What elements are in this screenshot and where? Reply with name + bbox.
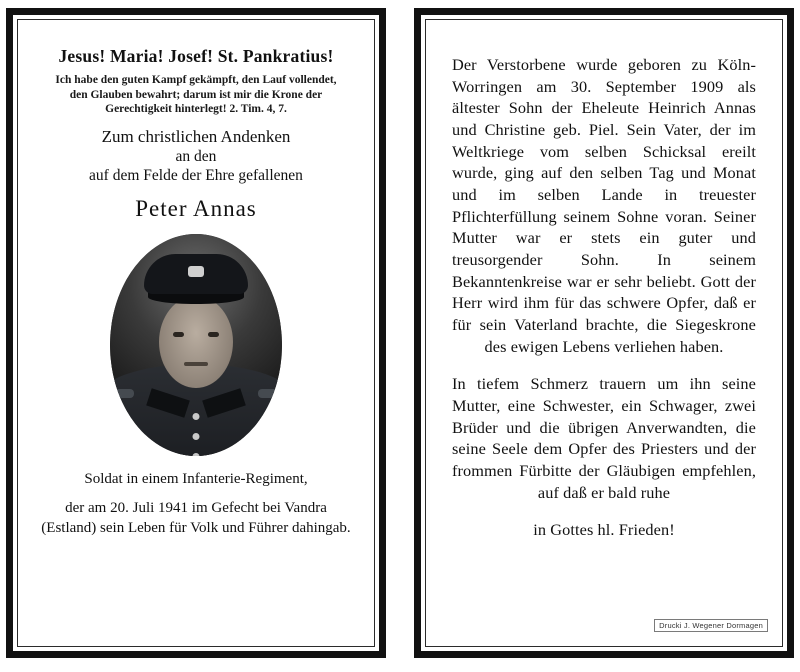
- service-line-1: Soldat in einem Infanterie-Regiment,: [84, 470, 308, 487]
- right-card-content: [425, 19, 783, 647]
- portrait-eye-left: [173, 332, 184, 337]
- portrait-cap: [144, 254, 248, 294]
- memoriam-line-3: auf dem Felde der Ehre gefallenen: [89, 166, 303, 184]
- portrait-shoulder-right: [258, 389, 282, 398]
- memoriam-heading: [40, 127, 352, 186]
- portrait-mouth: [184, 362, 208, 366]
- memoriam-line-1: Zum christlichen Andenken: [101, 127, 291, 147]
- service-details: [40, 470, 352, 539]
- invocation-line: Jesus! Maria! Josef! St. Pankratius!: [58, 46, 334, 66]
- portrait-button-1: [193, 413, 200, 420]
- memoriam-line-2: an den: [175, 147, 217, 165]
- portrait-button-2: [193, 433, 200, 440]
- portrait-eye-right: [208, 332, 219, 337]
- portrait-container: [40, 234, 352, 456]
- obituary-paragraph-1: Der Verstorbene wurde geboren zu Köln-Worringen am 30. September 1909 als ältester Sohn der Eheleute Heinrich Annas und Christine geb. Piel. Sein Vater, der im Weltkriege vom selben Schicksal ereilt wurde, ging auf den selben Tag und Monat und im selben Lande in treuester Pflichterfüllung seinem Sohne voran. Seiner Mutter war er stets ein guter und treusorgender Sohn. In seinem Bekanntenkreise war er sehr beliebt. Gott der Herr wird ihm für das schwere Opfer, daß er für sein Vaterland brachte, die Siegeskrone des ewigen Lebens verliehen haben.: [452, 55, 756, 356]
- obituary-text: [452, 54, 756, 541]
- left-card-content: [17, 19, 375, 647]
- portrait-photo: [110, 234, 282, 456]
- portrait-button-3: [193, 453, 200, 456]
- scripture-verse: Ich habe den guten Kampf gekämpft, den Lauf vollendet, den Glauben bewahrt; darum ist mir die Krone der Gerechtigkeit hinterlegt! 2. Tim. 4, 7.: [55, 74, 337, 116]
- portrait-shoulder-left: [110, 389, 134, 398]
- portrait-collar-left: [146, 388, 190, 417]
- printer-imprint: Drucki J. Wegener Dormagen: [654, 619, 768, 632]
- memorial-card-right: [414, 8, 794, 658]
- deceased-name: Peter Annas: [135, 195, 257, 221]
- memorial-card-left: [6, 8, 386, 658]
- portrait-face: [159, 296, 233, 388]
- service-line-2: der am 20. Juli 1941 im Gefecht bei Vandra (Estland) sein Leben für Volk und Führer dahingab.: [41, 500, 351, 536]
- obituary-closing: in Gottes hl. Frieden!: [533, 520, 675, 540]
- obituary-paragraph-2: In tiefem Schmerz trauern um ihn seine Mutter, eine Schwester, ein Schwager, zwei Brüder und die übrigen Anverwandten, die seine Seele dem Opfer des Priesters und der frommen Fürbitte der Gläubigen empfehlen, auf daß er bald ruhe: [452, 374, 756, 502]
- portrait-collar-right: [202, 388, 246, 417]
